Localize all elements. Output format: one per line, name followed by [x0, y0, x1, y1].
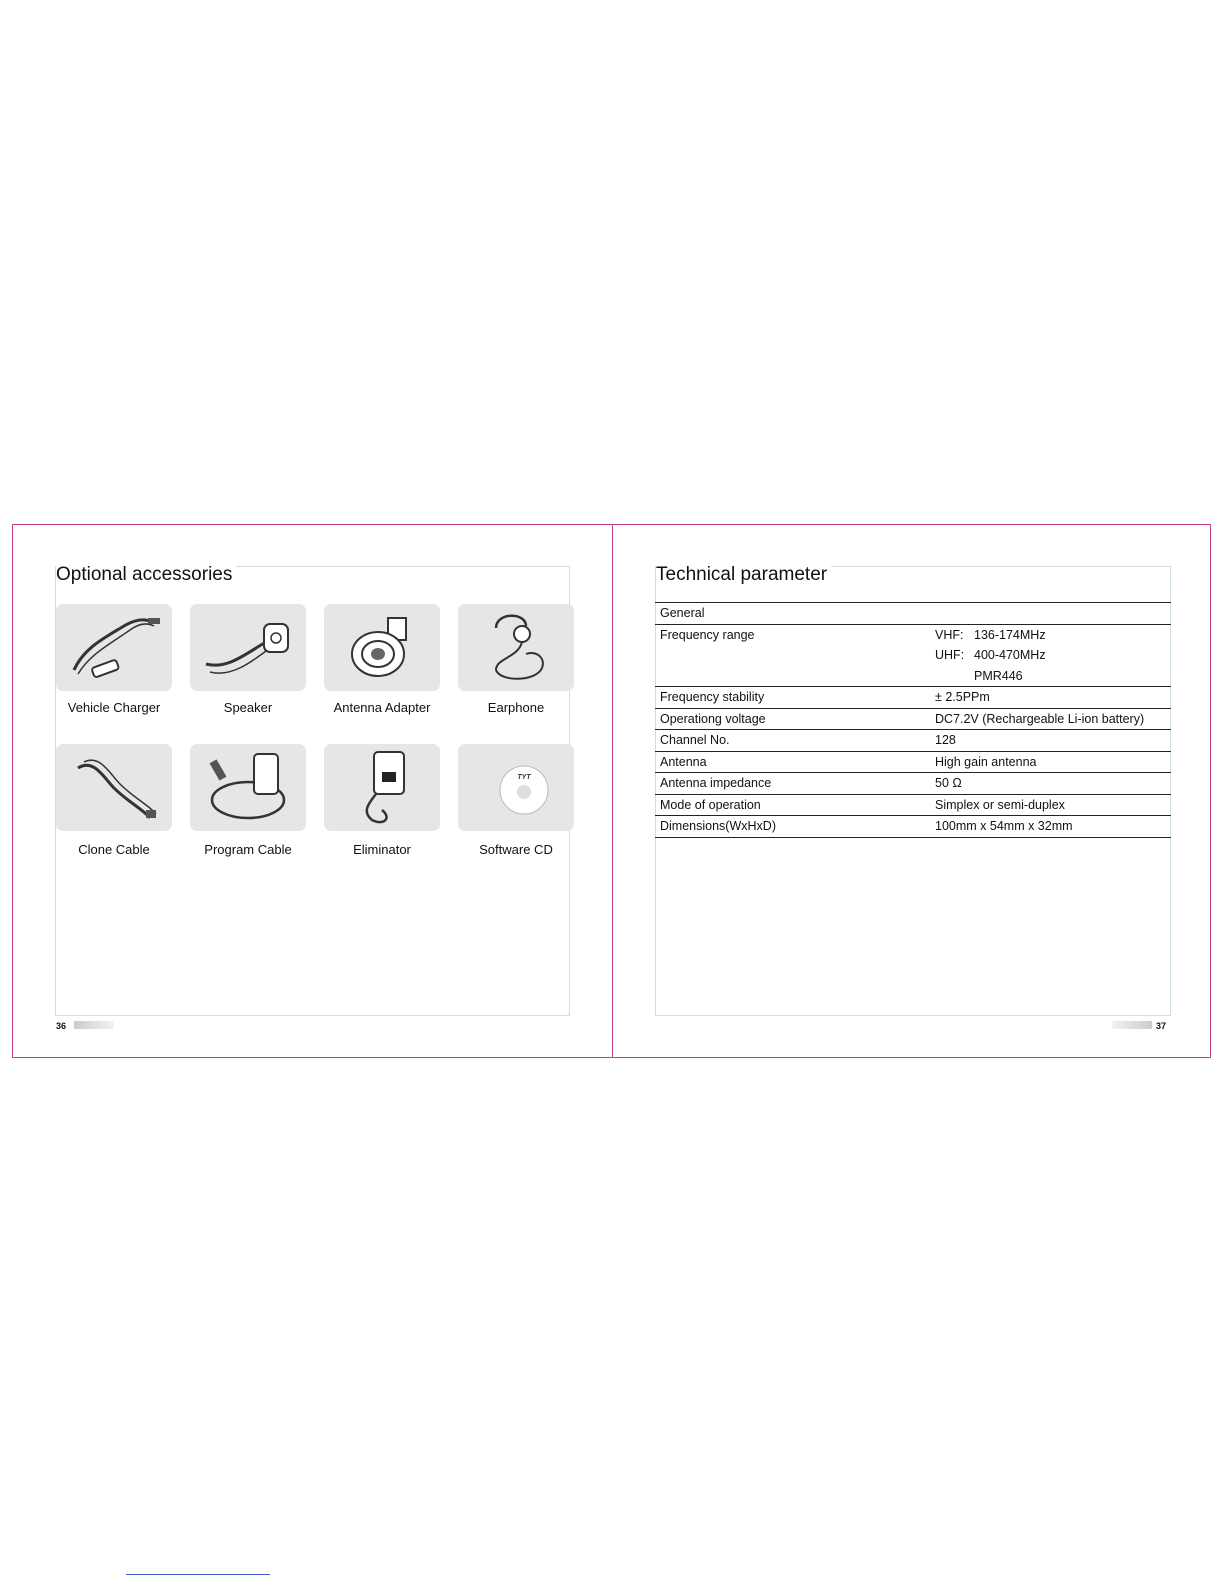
- earphone-icon: [458, 604, 574, 691]
- speaker-mic-icon: [190, 604, 306, 691]
- eliminator-icon: [324, 744, 440, 831]
- accessory-label: Antenna Adapter: [333, 700, 431, 715]
- spec-row: [655, 751, 1171, 773]
- left-page-number: 36: [56, 1021, 67, 1031]
- spec-row: [655, 730, 1171, 752]
- spec-table: [655, 602, 1171, 838]
- spec-key: Operationg voltage: [655, 708, 930, 730]
- spec-row: [655, 773, 1171, 795]
- right-page-number-bar: [1112, 1021, 1152, 1029]
- accessory-label: Software CD: [479, 842, 553, 857]
- spec-value: 128: [930, 730, 1171, 752]
- accessory-label: Eliminator: [353, 842, 411, 857]
- accessory-label: Clone Cable: [78, 842, 150, 857]
- spec-key: Antenna: [655, 751, 930, 773]
- spec-value: ± 2.5PPm: [930, 687, 1171, 709]
- clone-cable-icon: [56, 744, 172, 831]
- accessory-label: Earphone: [487, 700, 545, 715]
- vehicle-charger-icon: [56, 604, 172, 691]
- spec-section-row: [655, 603, 1171, 625]
- software-cd-icon: [458, 744, 574, 831]
- spec-row-frequency-range-pmr: [655, 666, 1171, 687]
- spec-key: Frequency range: [655, 624, 930, 645]
- left-page-title: Optional accessories: [56, 563, 236, 587]
- spec-row: [655, 794, 1171, 816]
- spec-value-vhf: VHF: 136-174MHz: [930, 624, 1171, 645]
- right-page-title: Technical parameter: [656, 563, 831, 587]
- spec-value: 100mm x 54mm x 32mm: [930, 816, 1171, 838]
- spec-row: [655, 687, 1171, 709]
- spec-row-frequency-range: [655, 624, 1171, 645]
- spec-key: Mode of operation: [655, 794, 930, 816]
- spec-key: Frequency stability: [655, 687, 930, 709]
- spec-row: [655, 708, 1171, 730]
- left-page-number-bar: [74, 1021, 114, 1029]
- cd-brand-text: TYT: [517, 773, 531, 781]
- spec-value: Simplex or semi-duplex: [930, 794, 1171, 816]
- program-cable-icon: [190, 744, 306, 831]
- right-page-number: 37: [1156, 1021, 1167, 1031]
- spec-value-pmr: PMR446: [974, 668, 1023, 683]
- spec-value: High gain antenna: [930, 751, 1171, 773]
- spec-key: Dimensions(WxHxD): [655, 816, 930, 838]
- accessory-label: Vehicle Charger: [67, 700, 161, 715]
- spec-key: Channel No.: [655, 730, 930, 752]
- page-spine: [612, 524, 613, 1058]
- accessory-label: Program Cable: [204, 842, 292, 857]
- footer-link-underline[interactable]: [126, 1574, 270, 1575]
- spec-value: DC7.2V (Rechargeable Li-ion battery): [930, 708, 1171, 730]
- antenna-adapter-icon: [324, 604, 440, 691]
- spec-row: [655, 816, 1171, 838]
- spec-section-label: General: [655, 603, 1171, 625]
- spec-row-frequency-range-uhf: [655, 645, 1171, 666]
- spec-value: 50 Ω: [930, 773, 1171, 795]
- accessory-label: Speaker: [223, 700, 273, 715]
- spec-key: Antenna impedance: [655, 773, 930, 795]
- spec-value-uhf: UHF: 400-470MHz: [935, 648, 1046, 663]
